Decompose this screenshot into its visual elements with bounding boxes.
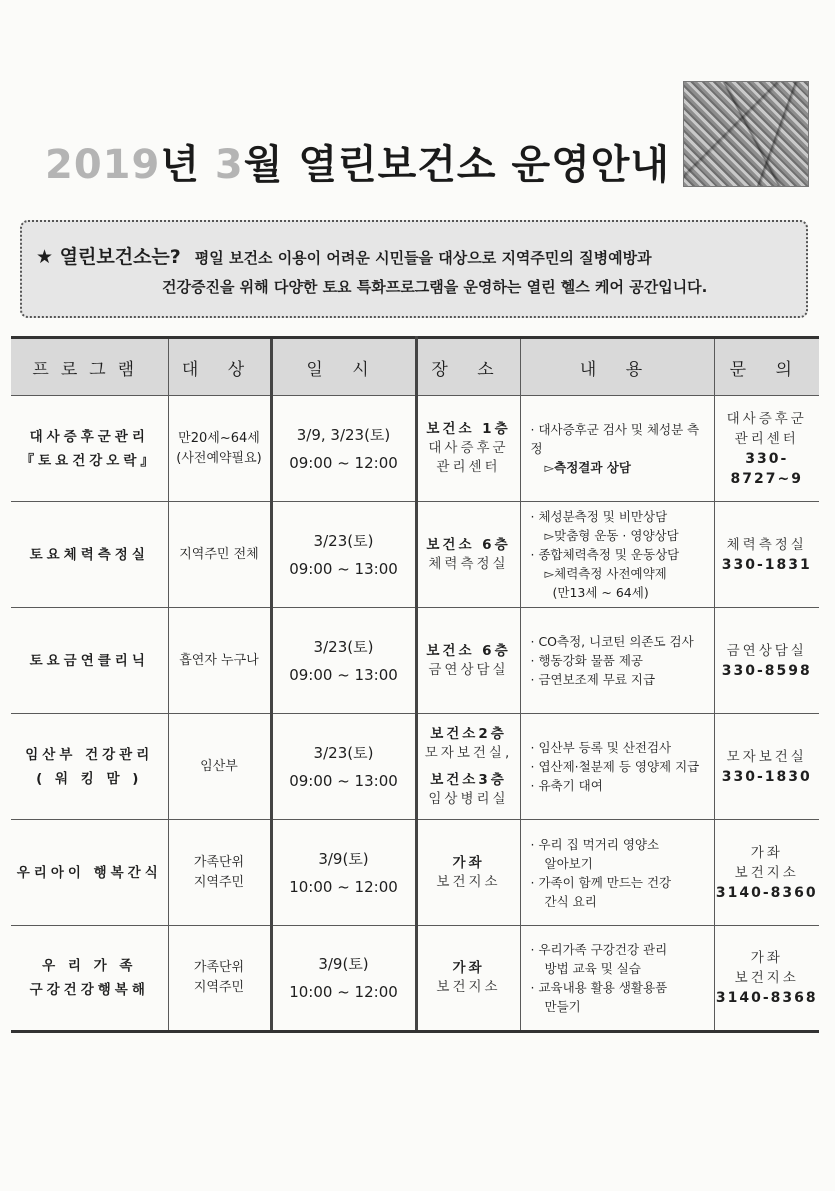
content-item: · 우리가족 구강건강 관리 [531, 940, 710, 959]
table-row [11, 608, 819, 714]
date-text: 3/9(토) [318, 955, 369, 973]
program-cell [11, 820, 168, 926]
place-room: 대사증후군 [428, 440, 509, 456]
place-room: 금연상담실 [428, 661, 509, 678]
place-spread-char: 가 [452, 854, 469, 871]
target-text: 지역주민 [193, 980, 245, 995]
contact-phone: 330-1830 [721, 768, 812, 785]
content-item: · 우리 집 먹거리 영양소 [531, 835, 710, 854]
program-name: 임산부 건강관리 [25, 746, 154, 763]
contact-cell [714, 820, 819, 926]
target-cell [168, 714, 271, 820]
contact-phone: 330-8598 [721, 662, 812, 679]
program-name: 『토요건강오락』 [20, 452, 158, 469]
date-text: 3/9, 3/23(토) [296, 425, 391, 444]
time-text: 09:00 ~ 13:00 [289, 665, 398, 684]
time-text: 09:00 ~ 12:00 [289, 453, 398, 472]
content-item: · 교육내용 활용 생활용품 [531, 978, 710, 997]
contact-spread-char: 가 [750, 950, 767, 966]
target-cell [168, 608, 271, 714]
content-list [531, 632, 710, 689]
content-cell [520, 820, 714, 926]
contact-cell [714, 926, 819, 1032]
program-name: 대사증후군관리 [29, 428, 149, 445]
place-spread-char: 좌 [468, 960, 485, 976]
contact-spread [715, 948, 820, 968]
contact-cell [714, 502, 819, 608]
target-text: (사전예약필요) [176, 450, 262, 466]
contact-spread-char: 좌 [766, 950, 783, 966]
datetime-cell [271, 396, 416, 502]
target-cell [168, 502, 271, 608]
notice-box [20, 220, 808, 318]
program-cell [11, 714, 168, 820]
place-floor: 보건소 6층 [426, 642, 511, 659]
place-cell [416, 820, 520, 926]
program-name: 토요체력측정실 [29, 546, 149, 563]
datetime-cell [271, 820, 416, 926]
place-cell [416, 608, 520, 714]
contact-cell [714, 608, 819, 714]
notice-text-1: 평일 보건소 이용이 어려운 시민들을 대상으로 지역주민의 질병예방과 [194, 249, 652, 267]
contact-phone: 3140-8360 [715, 884, 818, 901]
contact-spread-char: 좌 [766, 844, 783, 861]
program-name: ( 워 킹 맘 ) [36, 770, 143, 787]
contact-spread-char: 가 [750, 844, 767, 861]
place-spread [418, 959, 520, 978]
content-item: · 엽산제·철분제 등 영양제 지급 [531, 757, 710, 776]
content-cell [520, 396, 714, 502]
date-text: 3/23(토) [313, 637, 374, 656]
contact-phone: 330-8727~9 [730, 450, 803, 487]
title-month: 3 [214, 142, 244, 188]
content-item: · 금연보조제 무료 지급 [531, 670, 710, 689]
title-year: 2019 [45, 142, 161, 188]
content-list [531, 940, 710, 1016]
header-place: 장 소 [416, 338, 520, 396]
place-spread [418, 854, 520, 873]
time-text: 10:00 ~ 12:00 [289, 877, 398, 896]
content-item: · 임산부 등록 및 산전검사 [531, 738, 710, 757]
place-room: 체력측정실 [428, 555, 509, 572]
content-list [531, 420, 710, 477]
place-room: 모자보건실, [424, 744, 513, 761]
notice-line-1 [36, 242, 652, 269]
content-subitem: ▻맞춤형 운동 · 영양상담 [544, 528, 679, 543]
header-datetime: 일 시 [271, 338, 416, 396]
datetime-cell [271, 502, 416, 608]
table-row [11, 502, 819, 608]
content-cell [520, 608, 714, 714]
target-cell [168, 820, 271, 926]
place-cell [416, 396, 520, 502]
notice-heading: ★ 열린보건소는? [36, 246, 181, 268]
content-cell [520, 926, 714, 1032]
contact-org: 관리센터 [734, 430, 799, 447]
place-spread-char: 좌 [468, 854, 485, 871]
program-name: 구강건강행복해 [29, 982, 149, 998]
content-subitem: 알아보기 [544, 855, 593, 871]
program-name: 토요금연클리닉 [29, 652, 149, 669]
date-text: 3/9(토) [318, 849, 369, 868]
contact-org: 대사증후군 [726, 410, 807, 427]
target-text: 흡연자 누구나 [179, 652, 259, 668]
content-cell [520, 502, 714, 608]
program-name: 우리아이 행복간식 [16, 864, 162, 881]
content-subitem: ▻체력측정 사전예약제 [544, 566, 667, 581]
datetime-cell [271, 714, 416, 820]
program-name: 우 리 가 족 [42, 958, 137, 974]
place-room: 관리센터 [436, 459, 501, 475]
contact-cell [714, 396, 819, 502]
content-subitem: 만들기 [544, 999, 581, 1014]
table-row [11, 926, 819, 1032]
notice-text-2: 건강증진을 위해 다양한 토요 특화프로그램을 운영하는 열린 헬스 케어 공간입니다. [162, 278, 708, 296]
target-text: 지역주민 [193, 874, 245, 890]
program-cell [11, 608, 168, 714]
table-row [11, 820, 819, 926]
place-room: 보건지소 [436, 979, 501, 995]
place-cell [416, 926, 520, 1032]
content-subitem: 방법 교육 및 실습 [544, 961, 641, 976]
contact-phone: 3140-8368 [715, 990, 818, 1006]
contact-cell [714, 714, 819, 820]
target-text: 임산부 [200, 758, 238, 774]
target-cell [168, 396, 271, 502]
header-content: 내 용 [520, 338, 714, 396]
target-cell [168, 926, 271, 1032]
place-spread-char: 가 [452, 960, 469, 976]
datetime-cell [271, 926, 416, 1032]
title-month-suffix: 월 열린보건소 운영안내 [243, 142, 671, 188]
content-item: · 체성분측정 및 비만상담 [531, 507, 710, 526]
date-text: 3/23(토) [313, 531, 374, 550]
contact-org: 금연상담실 [726, 642, 807, 659]
content-list [531, 835, 710, 911]
content-list [531, 738, 710, 795]
contact-org: 보건지소 [734, 970, 799, 986]
program-cell [11, 926, 168, 1032]
target-text: 가족단위 [193, 960, 245, 975]
place-cell [416, 714, 520, 820]
time-text: 09:00 ~ 13:00 [289, 771, 398, 790]
contact-org: 모자보건실 [726, 748, 807, 765]
content-cell [520, 714, 714, 820]
program-table [11, 336, 819, 1033]
target-text: 가족단위 [193, 854, 245, 870]
time-text: 09:00 ~ 13:00 [289, 559, 398, 578]
content-item: · 행동강화 물품 제공 [531, 651, 710, 670]
time-text: 10:00 ~ 12:00 [289, 983, 398, 1001]
contact-org: 보건지소 [734, 864, 799, 881]
place-floor: 보건소2층 [430, 725, 507, 742]
place-floor: 보건소 6층 [426, 536, 511, 553]
target-text: 만20세~64세 [178, 430, 260, 446]
content-item: · 대사증후군 검사 및 체성분 측정 [531, 420, 710, 458]
contact-org: 체력측정실 [726, 536, 807, 553]
program-cell [11, 502, 168, 608]
table-row [11, 396, 819, 502]
datetime-cell [271, 608, 416, 714]
header-target: 대 상 [168, 338, 271, 396]
content-item: · 유축기 대여 [531, 776, 710, 795]
page-title [45, 133, 670, 190]
place-room-2: 임상병리실 [428, 790, 509, 807]
content-item: · 종합체력측정 및 운동상담 [531, 545, 710, 564]
place-cell [416, 502, 520, 608]
place-floor-2: 보건소3층 [430, 771, 507, 788]
content-list [531, 507, 710, 602]
table-row [11, 714, 819, 820]
date-text: 3/23(토) [313, 743, 374, 762]
table-header-row [11, 338, 819, 396]
title-year-suffix: 년 [160, 142, 215, 188]
target-text: 지역주민 전체 [179, 546, 259, 562]
content-item: · 가족이 함께 만드는 건강 [531, 873, 710, 892]
content-item: · CO측정, 니코틴 의존도 검사 [531, 632, 710, 651]
content-subitem: ▻측정결과 상담 [544, 460, 631, 475]
place-room: 보건지소 [436, 873, 501, 890]
contact-spread [715, 843, 820, 863]
contact-phone: 330-1831 [721, 556, 812, 573]
header-program: 프로그램 [11, 338, 168, 396]
program-cell [11, 396, 168, 502]
content-subitem: (만13세 ~ 64세) [552, 585, 649, 600]
place-floor: 보건소 1층 [426, 421, 511, 437]
content-subitem: 간식 요리 [544, 893, 597, 909]
header-contact: 문 의 [714, 338, 819, 396]
decorative-photo [683, 81, 809, 187]
